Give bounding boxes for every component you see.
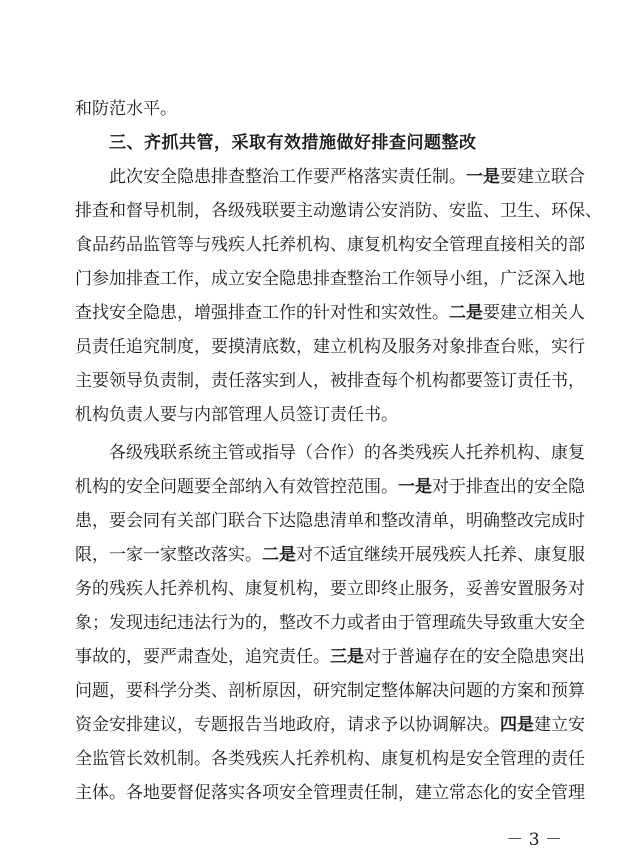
text-run: 对不适宜继续开展残疾人托养、康复服 [296,545,585,565]
text-line: 全监管长效机制。各类残疾人托养机构、康复机构是安全管理的责任 [75,749,585,769]
text-line [75,538,585,572]
text-line: 机构负责人要与内部管理人员签订责任书。 [75,405,398,425]
paragraph-continuation [75,92,570,126]
text-run: 机构的安全问题要全部纳入有效管控范围。 [75,477,398,497]
emphasis-text: 三是 [330,647,364,667]
text-run: 事故的，要严肃查处，追究责任。 [75,647,330,667]
text-line: 食品药品监管等与残疾人托养机构、康复机构安全管理直接相关的部 [75,235,585,255]
text-run: 要建立相关人 [483,303,585,323]
emphasis-text: 四是 [500,715,534,735]
text-run: 要建立联合 [500,167,585,187]
text-run: 限，一家一家整改落实。 [75,545,262,565]
page-number: － 3 － [506,830,562,850]
document-body [75,92,602,810]
text-run: 对于排查出的安全隐 [432,477,585,497]
text-run: 对于普遍存在的安全隐患突出 [364,647,585,667]
text-line [75,640,585,674]
emphasis-text: 一是 [398,477,432,497]
text-line: 门参加排查工作，成立安全隐患排查整治工作领导小组，广泛深入地 [75,269,585,289]
text-run: 此次安全隐患排查整治工作要严格落实责任制。 [109,167,466,187]
section-heading: 三、齐抓共管，采取有效措施做好排查问题整改 [109,133,477,153]
paragraph-supervision [75,436,585,810]
text-line: 务的残疾人托养机构、康复机构，要立即终止服务，妥善安置服务对 [75,579,585,599]
text-line: 主体。各地要督促落实各项安全管理责任制，建立常态化的安全管理 [75,783,585,803]
emphasis-text: 二是 [449,303,483,323]
text-run: 查找安全隐患，增强排查工作的针对性和实效性。 [75,303,449,323]
text-line: 主要领导负责制，责任落实到人，被排查每个机构都要签订责任书， [75,371,585,391]
emphasis-text: 二是 [262,545,296,565]
text-line: 和防范水平。 [75,99,177,119]
text-line [75,470,585,504]
text-line [75,296,585,330]
text-line [75,160,585,194]
text-line: 员责任追究制度，要摸清底数，建立机构及服务对象排查台账，实行 [75,337,585,357]
text-line: 各级残联系统主管或指导（合作）的各类残疾人托养机构、康复 [109,443,585,463]
text-line: 象；发现违纪违法行为的，整改不力或者由于管理疏失导致重大安全 [75,613,585,633]
emphasis-text: 一是 [466,167,500,187]
text-run: 建立安 [534,715,585,735]
text-run: 资金安排建议，专题报告当地政府，请求予以协调解决。 [75,715,500,735]
text-line: 排查和督导机制，各级残联要主动邀请公安消防、安监、卫生、环保、 [75,201,602,221]
paragraph-responsibility [75,160,602,432]
text-line [75,708,585,742]
text-line: 患，要会同有关部门联合下达隐患清单和整改清单，明确整改完成时 [75,511,585,531]
text-line: 问题，要科学分类、剖析原因，研究制定整体解决问题的方案和预算 [75,681,585,701]
